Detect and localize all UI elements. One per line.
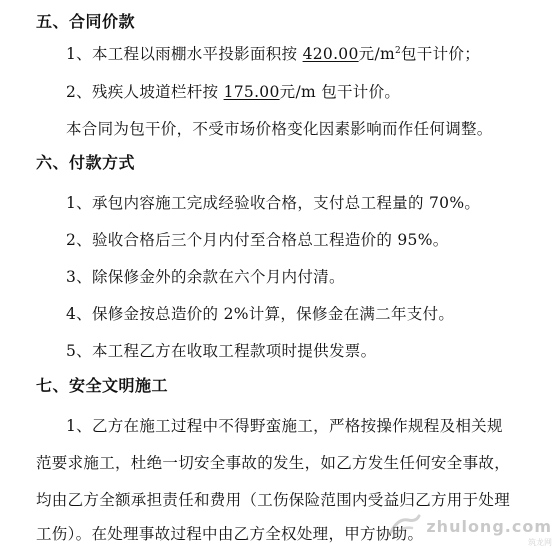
item-2-suffix: 元/m 包干计价。 — [279, 83, 401, 101]
watermark-subtext: 筑龙网 — [528, 538, 552, 547]
section-six-item-3: 3、除保修金外的余款在六个月内付清。 — [66, 268, 345, 286]
item-1-amount: 420.00 — [302, 45, 359, 63]
section-six-item-1: 1、承包内容施工完成经验收合格，支付总工程量的 70%。 — [66, 194, 481, 212]
section-five-heading: 五、合同价款 — [36, 12, 136, 31]
section-five-note: 本合同为包干价，不受市场价格变化因素影响而作任何调整。 — [66, 120, 493, 138]
section-six-item-4: 4、保修金按总造价的 2%计算，保修金在满二年支付。 — [66, 305, 455, 323]
item-1-suffix: 包干计价； — [401, 45, 481, 63]
item-1-unit: 元/m — [358, 45, 395, 63]
section-seven-line-3: 均由乙方全额承担责任和费用（工伤保险范围内受益归乙方用于处理 — [36, 491, 511, 509]
section-six-item-2: 2、验收合格后三个月内付至合格总工程造价的 95%。 — [66, 231, 449, 249]
section-five-item-1 — [66, 44, 480, 64]
item-2-prefix: 2、残疾人坡道栏杆按 — [66, 83, 224, 101]
item-1-unit-sup: 2 — [394, 46, 401, 56]
section-seven-line-4: 工伤）。在处理事故过程中由乙方全权处理，甲方协助。 — [36, 525, 424, 543]
section-seven-heading: 七、安全文明施工 — [36, 376, 169, 395]
item-2-amount: 175.00 — [223, 83, 280, 101]
item-1-prefix: 1、本工程以雨棚水平投影面积按 — [66, 45, 303, 63]
watermark — [388, 512, 552, 547]
section-six-item-5: 5、本工程乙方在收取工程款项时提供发票。 — [66, 342, 377, 360]
section-seven-line-1: 1、乙方在施工过程中不得野蛮施工，严格按操作规程及相关规 — [66, 417, 503, 435]
section-six-heading: 六、付款方式 — [36, 153, 136, 172]
zhulong-logo-icon — [388, 512, 422, 540]
section-five-item-2 — [66, 82, 400, 102]
watermark-text: zhulong.com — [426, 516, 552, 536]
section-seven-line-2: 范要求施工，杜绝一切安全事故的发生，如乙方发生任何安全事故， — [36, 454, 511, 472]
